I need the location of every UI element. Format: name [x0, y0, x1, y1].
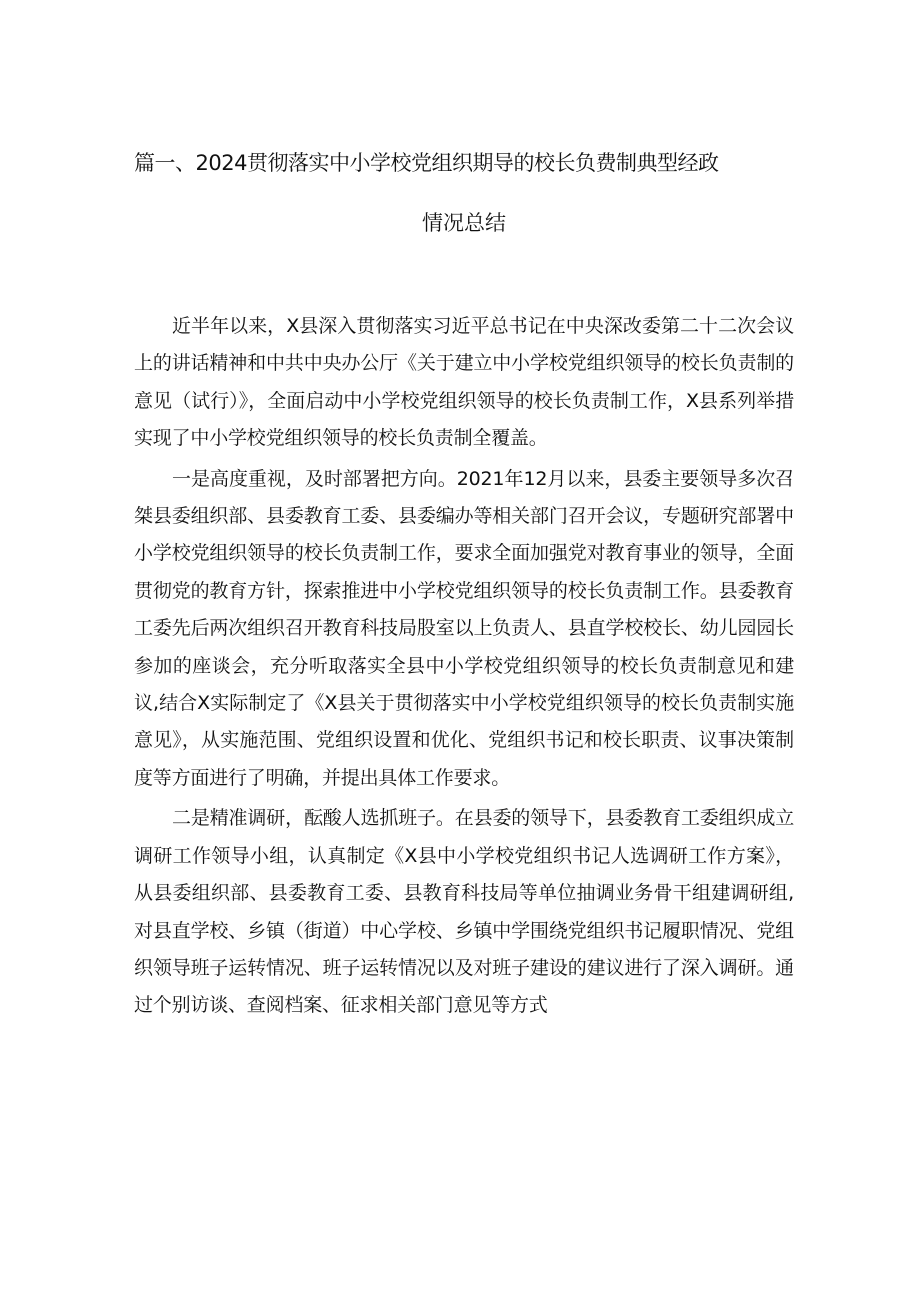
document-title-line-2: 情况总结: [422, 211, 506, 235]
document-title-line-1: 篇一、2024贯彻落实中小学校党组织期导的校长负费制典型经政: [134, 151, 719, 175]
document-body: [134, 308, 794, 1028]
paragraph-intro: 近半年以来，X县深入贯彻落实习近平总书记在中央深改委第二十二次会议上的讲话精神和中共中央办公厅《关于建立中小学校党组织领导的校长负责制的意见（试行）》，全面启动中小学校党组织领导的校长负责制工作，X县系列举措实现了中小学校党组织领导的校长负责制全覆盖。: [134, 315, 794, 450]
paragraph-point-1: 一是高度重视，及时部署把方向。2021年12月以来，县委主要领导多次召桀县委组织部、县委教育工委、县委编办等相关部门召开会议，专题研究部署中小学校党组织领导的校长负责制工作，要求全面加强党对教育事业的领导，全面贯彻党的教育方针，探索推进中小学校党组织领导的校长负责制工作。县委教育工委先后两次组织召开教育科技局股室以上负责人、县直学校校长、幼儿园园长参加的座谈会，充分听取落实全县中小学校党组织领导的校长负责制意见和建议,结合X实际制定了《X县关于贯彻落实中小学校党组织领导的校长负责制实施意见》，从实施范围、党组织设置和优化、党组织书记和校长职责、议事决策制度等方面进行了明确，并提出具体工作要求。: [134, 467, 794, 789]
paragraph-point-2: 二是精准调研，酝酸人选抓班子。在县委的领导下，县委教育工委组织成立调研工作领导小组，认真制定《X县中小学校党组织书记人选调研工作方案》，从县委组织部、县委教育工委、县教育科技局等单位抽调业务骨干组建调研组,对县直学校、乡镇（街道）中心学校、乡镇中学围绕党组织书记履职情况、党组织领导班子运转情况、班子运转情况以及对班子建设的建议进行了深入调研。通过个别访谈、查阅档案、征求相关部门意见等方式: [134, 807, 794, 1017]
